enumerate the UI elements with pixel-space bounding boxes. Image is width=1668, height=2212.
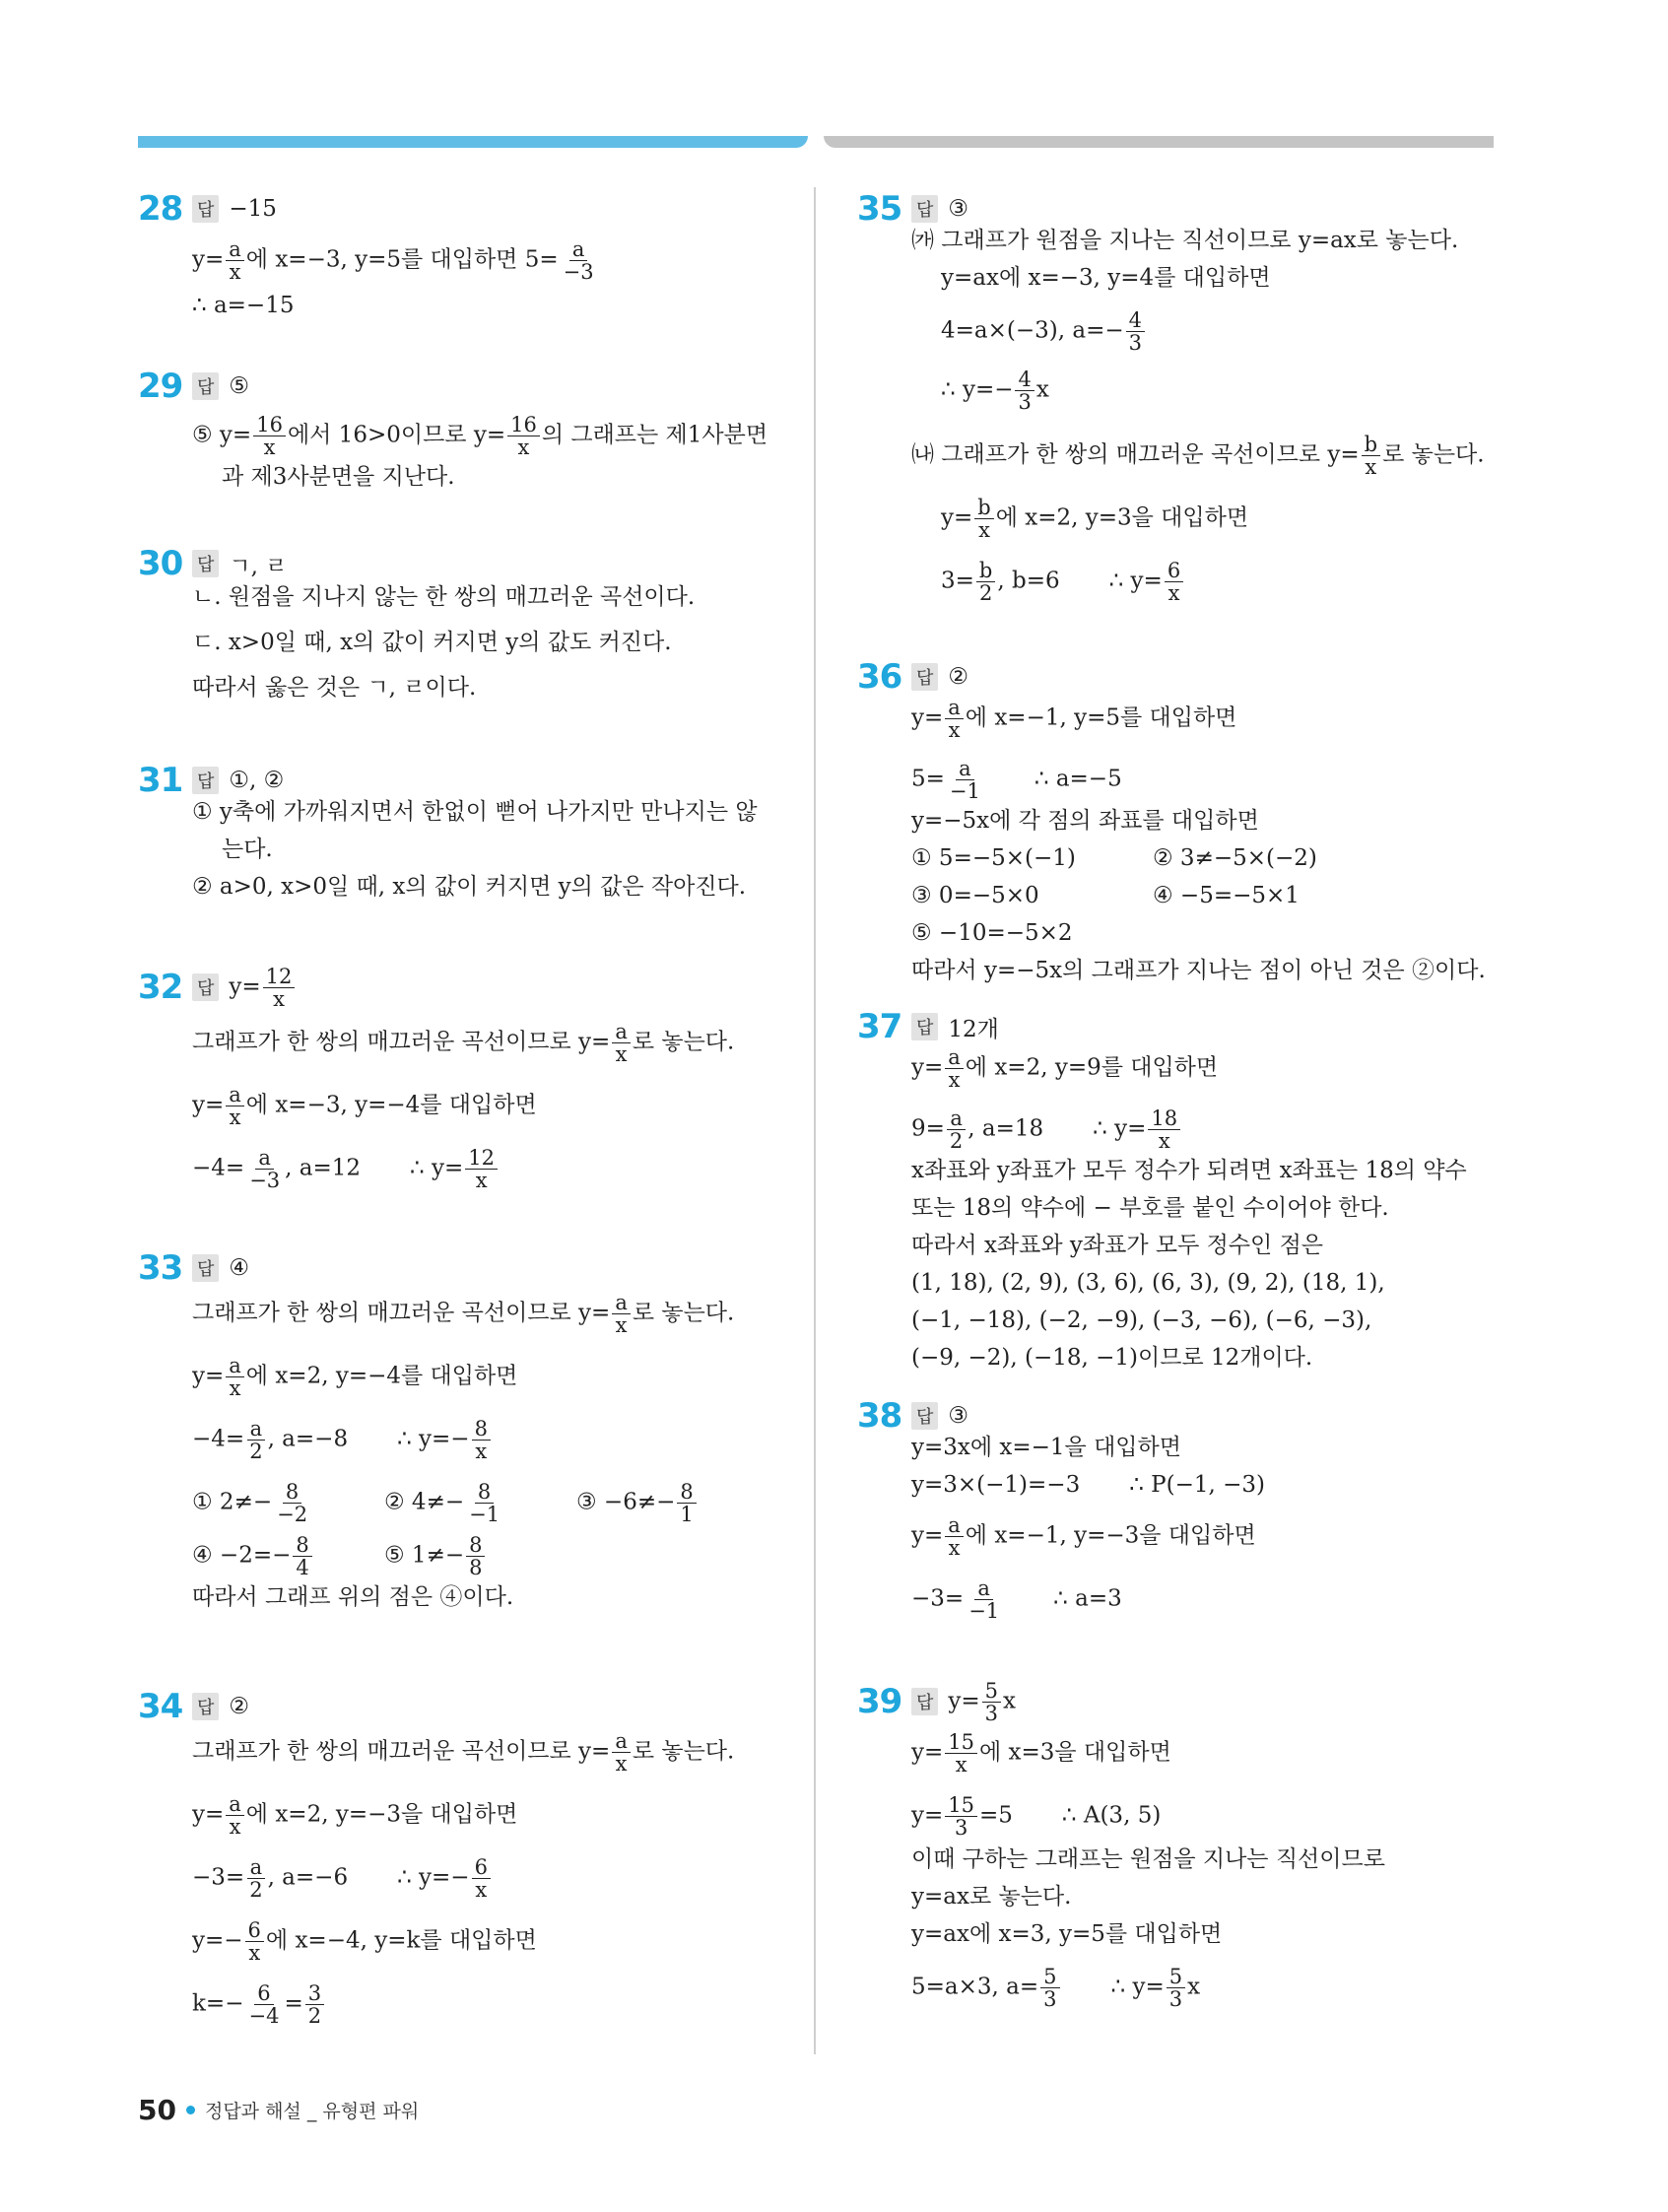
answer-label: 답 xyxy=(911,1688,938,1715)
solution-line: ㄴ. 원점을 지나지 않는 한 쌍의 매끄러운 곡선이다. xyxy=(192,584,696,610)
solution-line: −4= $\frac{a}{2}$ , a=−8 ∴ y=− $\frac{8}{x}$ xyxy=(192,1418,493,1462)
solution-line: 따라서 옳은 것은 ㄱ, ㄹ이다. xyxy=(192,675,477,701)
answer: ② xyxy=(948,664,969,690)
choice: ⑤ 1≠− $\frac{8}{8}$ xyxy=(384,1534,487,1578)
problem-number: 28 xyxy=(138,189,183,229)
page-footer xyxy=(138,2094,419,2126)
answer-label: 답 xyxy=(911,663,938,691)
choice: ② 3≠−5×(−2) xyxy=(1153,845,1317,871)
solution-line: y= $\frac{15}{3}$ =5 ∴ A(3, 5) xyxy=(911,1793,1162,1840)
answer: ㄱ, ㄹ xyxy=(229,553,288,579)
answer: ①, ② xyxy=(229,768,285,793)
solution-line: ① y축에 가까워지면서 한없이 뻗어 나가지만 만나지는 않 xyxy=(192,799,758,825)
solution-line: ㄷ. x>0일 때, x의 값이 커지면 y의 값도 커진다. xyxy=(192,630,672,655)
solution-line: 이때 구하는 그래프는 원점을 지나는 직선이므로 xyxy=(911,1846,1385,1872)
problem-37 xyxy=(857,1005,1507,1371)
solution-line: y= $\frac{a}{x}$ 에 x=−1, y=5를 대입하면 xyxy=(911,696,1237,742)
problem-number: 29 xyxy=(138,367,183,406)
problem-31 xyxy=(138,759,788,900)
solution-line: (1, 18), (2, 9), (3, 6), (6, 3), (9, 2), (18, 1), xyxy=(911,1270,1385,1296)
choice: ⑤ −10=−5×2 xyxy=(911,920,1073,946)
answer: y= $\frac{12}{x}$ xyxy=(229,966,297,1010)
problem-number: 32 xyxy=(138,968,183,1007)
answer: ④ xyxy=(229,1255,250,1281)
solution-line: 그래프가 한 쌍의 매끄러운 곡선이므로 y= $\frac{a}{x}$ 로 놓는다. xyxy=(192,1729,735,1776)
solution-line: 또는 18의 약수에 − 부호를 붙인 수이어야 한다. xyxy=(911,1195,1389,1221)
answer-label: 답 xyxy=(192,767,219,794)
answer-label: 답 xyxy=(192,372,219,400)
choice: ③ 0=−5×0 xyxy=(911,883,1039,908)
solution-line: y= $\frac{a}{x}$ 에 x=2, y=−4를 대입하면 xyxy=(192,1354,518,1400)
solution-line: 따라서 그래프 위의 점은 ④이다. xyxy=(192,1584,514,1610)
answer-label: 답 xyxy=(192,1254,219,1282)
page-number: 50 xyxy=(138,2094,176,2126)
footer-title: 정답과 해설 _ 유형편 파워 xyxy=(204,2101,420,2122)
problem-number: 33 xyxy=(138,1248,183,1288)
choice: ④ −2=− $\frac{8}{4}$ xyxy=(192,1534,314,1578)
problem-number: 35 xyxy=(857,189,902,229)
choice: ④ −5=−5×1 xyxy=(1153,883,1300,908)
solution-line: 따라서 x좌표와 y좌표가 모두 정수인 점은 xyxy=(911,1233,1324,1258)
solution-line: y=3x에 x=−1을 대입하면 xyxy=(911,1435,1181,1460)
problem-38 xyxy=(857,1394,1507,1623)
answer-label: 답 xyxy=(192,973,219,1001)
answer: ② xyxy=(229,1694,250,1719)
header-bar-left xyxy=(138,136,808,148)
problem-39 xyxy=(857,1678,1507,2011)
answer: ⑤ xyxy=(229,373,250,399)
solution-line: ㈎ 그래프가 원점을 지나는 직선이므로 y=ax로 놓는다. xyxy=(911,228,1459,253)
solution-line: −3= $\frac{a}{-1}$ ∴ a=3 xyxy=(911,1576,1122,1623)
solution-line: y=ax에 x=−3, y=4를 대입하면 xyxy=(941,265,1271,291)
solution-line: ∴ y=− $\frac{4}{3}$ x xyxy=(941,368,1049,414)
solution-line: (−9, −2), (−18, −1)이므로 12개이다. xyxy=(911,1345,1313,1371)
answer-label: 답 xyxy=(911,1402,938,1430)
solution-line: y= $\frac{a}{x}$ 에 x=2, y=9를 대입하면 xyxy=(911,1045,1219,1092)
answer: 12개 xyxy=(948,1016,999,1042)
solution-line: 5= $\frac{a}{-1}$ ∴ a=−5 xyxy=(911,757,1122,803)
problem-number: 34 xyxy=(138,1687,183,1726)
solution-line: −4= $\frac{a}{-3}$ , a=12 ∴ y= $\frac{12}{x}$ xyxy=(192,1147,500,1191)
solution-line: y= $\frac{a}{x}$ 에 x=−3, y=−4를 대입하면 xyxy=(192,1083,537,1129)
solution-line: ㈏ 그래프가 한 쌍의 매끄러운 곡선이므로 y= $\frac{b}{x}$ 로 놓는다. xyxy=(911,433,1485,479)
answer-label: 답 xyxy=(192,550,219,577)
solution-line: 그래프가 한 쌍의 매끄러운 곡선이므로 y= $\frac{a}{x}$ 로 놓는다. xyxy=(192,1020,735,1066)
answer-label: 답 xyxy=(192,195,219,223)
problem-number: 31 xyxy=(138,761,183,800)
solution-line: 3= $\frac{b}{2}$ , b=6 ∴ y= $\frac{6}{x}$ xyxy=(941,560,1185,604)
choice: ② 4≠− $\frac{8}{-1}$ xyxy=(384,1480,500,1526)
answer-label: 답 xyxy=(192,1693,219,1720)
problem-number: 30 xyxy=(138,544,183,583)
solution-line: 4=a×(−3), a=− $\frac{4}{3}$ xyxy=(941,309,1147,354)
solution-line: 그래프가 한 쌍의 매끄러운 곡선이므로 y= $\frac{a}{x}$ 로 놓는다. xyxy=(192,1291,735,1337)
problem-number: 36 xyxy=(857,657,902,697)
solution-line: 5=a×3, a= $\frac{5}{3}$ ∴ y= $\frac{5}{3}$ x xyxy=(911,1965,1201,2011)
solution-line: y=− $\frac{6}{x}$ 에 x=−4, y=k를 대입하면 xyxy=(192,1918,537,1965)
answer: −15 xyxy=(229,196,277,222)
solution-line: y=−5x에 각 점의 좌표를 대입하면 xyxy=(911,808,1259,834)
bullet-dot-icon xyxy=(186,2106,195,2114)
answer: ③ xyxy=(948,1403,969,1429)
solution-line: y= $\frac{a}{x}$ 에 x=2, y=−3을 대입하면 xyxy=(192,1792,518,1839)
solution-line: y= $\frac{b}{x}$ 에 x=2, y=3을 대입하면 xyxy=(941,496,1249,542)
solution-line: 는다. xyxy=(222,837,273,862)
choice: ③ −6≠− $\frac{8}{1}$ xyxy=(576,1481,699,1525)
column-divider xyxy=(814,187,816,2054)
choice: ① 2≠− $\frac{8}{-2}$ xyxy=(192,1480,308,1526)
solution-line: y= $\frac{a}{x}$ 에 x=−1, y=−3을 대입하면 xyxy=(911,1513,1256,1560)
solution-line: 9= $\frac{a}{2}$ , a=18 ∴ y= $\frac{18}{x}$ xyxy=(911,1107,1182,1152)
solution-line: −3= $\frac{a}{2}$ , a=−6 ∴ y=− $\frac{6}{x}$ xyxy=(192,1856,493,1901)
answer-label: 답 xyxy=(911,1013,938,1040)
problem-28 xyxy=(138,187,788,318)
solution-line: y=3×(−1)=−3 ∴ P(−1, −3) xyxy=(911,1472,1266,1498)
answer: ③ xyxy=(948,196,969,222)
solution-line: y= $\frac{15}{x}$ 에 x=3을 대입하면 xyxy=(911,1730,1171,1776)
solution-line: ⑤ y= $\frac{16}{x}$ 에서 16>0이므로 y= $\frac{16}{x}$ 의 그래프는 제1사분면 xyxy=(192,413,768,459)
header-bar-right xyxy=(824,136,1494,148)
problem-35 xyxy=(857,187,1507,605)
solution-line: (−1, −18), (−2, −9), (−3, −6), (−6, −3), xyxy=(911,1307,1372,1333)
answer: y= $\frac{5}{3}$ x xyxy=(948,1678,1017,1725)
solution-line: y=ax에 x=3, y=5를 대입하면 xyxy=(911,1921,1223,1947)
solution-line: x좌표와 y좌표가 모두 정수가 되려면 x좌표는 18의 약수 xyxy=(911,1158,1467,1183)
problem-34 xyxy=(138,1685,788,2028)
solution-line: 따라서 y=−5x의 그래프가 지나는 점이 아닌 것은 ②이다. xyxy=(911,958,1486,983)
problem-36 xyxy=(857,655,1507,983)
solution-line: y= $\frac{a}{x}$ 에 x=−3, y=5를 대입하면 5= $\frac{a}{-3}$ xyxy=(192,237,594,284)
solution-line: 과 제3사분면을 지난다. xyxy=(222,464,455,490)
solution-line: y=ax로 놓는다. xyxy=(911,1884,1072,1910)
problem-number: 38 xyxy=(857,1396,902,1436)
solution-line: k=− $\frac{6}{-4}$ = $\frac{3}{2}$ xyxy=(192,1982,326,2027)
answer-label: 답 xyxy=(911,195,938,223)
problem-30 xyxy=(138,542,788,701)
problem-29 xyxy=(138,365,788,490)
problem-32 xyxy=(138,964,788,1192)
problem-number: 37 xyxy=(857,1007,902,1046)
problem-number: 39 xyxy=(857,1682,902,1721)
solution-line: ∴ a=−15 xyxy=(192,293,295,318)
solution-line: ② a>0, x>0일 때, x의 값이 커지면 y의 값은 작아진다. xyxy=(192,874,747,900)
choice: ① 5=−5×(−1) xyxy=(911,845,1076,871)
problem-33 xyxy=(138,1246,788,1610)
